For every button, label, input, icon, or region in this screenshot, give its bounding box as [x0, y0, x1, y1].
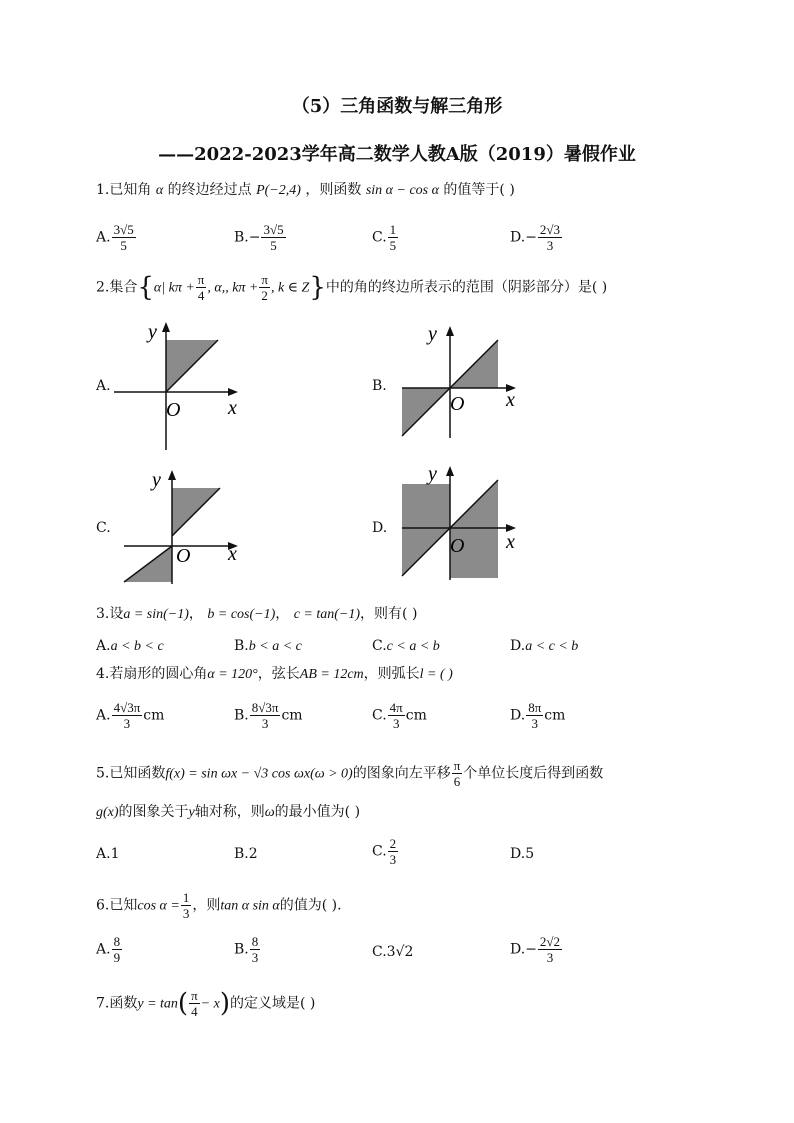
svg-text:O: O — [450, 535, 465, 557]
q3-option-c: C.c < a < b — [372, 638, 440, 654]
svg-text:x: x — [506, 389, 515, 411]
q2-graph-b — [398, 322, 528, 442]
q6-option-b: B. $\frac{8}{3}$ — [234, 934, 259, 965]
svg-text:y: y — [428, 463, 437, 485]
q2-graph-a — [110, 318, 250, 454]
svg-text:x: x — [506, 531, 515, 553]
q5-option-b: B.2 — [234, 846, 258, 862]
q3-option-b: B.b < a < c — [234, 638, 302, 654]
q4-option-b: B. $\frac{8√3\pi}{3}$ cm — [234, 700, 303, 731]
q2-option-c-label: C. — [96, 520, 111, 536]
q4-option-a: A. $\frac{4√3\pi}{3}$ cm — [96, 700, 165, 731]
q2-graph-d — [398, 462, 528, 584]
q5-option-d: D.5 — [510, 846, 535, 862]
svg-text:x: x — [228, 543, 237, 565]
question-6: 6.已知cos α = $\frac{1}{3}$ ，则tan α sin α的值为( ). — [96, 890, 342, 921]
q6-option-a: A. $\frac{8}{9}$ — [96, 934, 121, 965]
svg-text:y: y — [152, 469, 161, 491]
q1-option-b: B.− $\frac{3√5}{5}$ — [234, 222, 284, 253]
document-subtitle: ——2022-2023学年高二数学人教A版（2019）暑假作业 — [158, 144, 636, 165]
q2-option-b-label: B. — [372, 378, 387, 394]
question-1: 1.已知角 α 的终边经过点 P(−2,4) ，则函数 sin α − cos α 的值等于( ) — [96, 182, 515, 198]
q4-option-d: D. $\frac{8\pi}{3}$ cm — [510, 700, 566, 731]
question-3: 3.设a = sin(−1)， b = cos(−1)， c = tan(−1)，则有( ) — [96, 606, 418, 622]
q2-graph-c — [120, 466, 250, 586]
q3-option-a: A.a < b < c — [96, 638, 164, 654]
q6-option-d: D.− $\frac{2√2}{3}$ — [510, 934, 561, 965]
q1-option-a: A. $\frac{3√5}{5}$ — [96, 222, 134, 253]
document-title: （5）三角函数与解三角形 — [291, 96, 503, 117]
svg-text:y: y — [428, 323, 437, 345]
svg-text:O: O — [166, 399, 181, 421]
question-2: 2.集合{α| kπ + $\frac{\pi}{4}$ , α,, kπ + $\frac{\pi}{2}$ , k ∈ Z}中的角的终边所表示的范围（阴影部分）是( ) — [96, 272, 608, 303]
q4-option-c: C. $\frac{4\pi}{3}$ cm — [372, 700, 427, 731]
q1-option-c: C. $\frac{1}{5}$ — [372, 222, 397, 253]
svg-text:x: x — [228, 397, 237, 419]
q5-option-c: C. $\frac{2}{3}$ — [372, 836, 397, 867]
q3-option-d: D.a < c < b — [510, 638, 579, 654]
q6-option-c: C.3√2 — [372, 944, 414, 960]
svg-text:O: O — [450, 393, 465, 415]
q2-option-d-label: D. — [372, 520, 388, 536]
question-4: 4.若扇形的圆心角α = 120°，弦长AB = 12cm，则弧长l = ( ) — [96, 666, 453, 682]
question-5-line-2: g(x)的图象关于y轴对称，则ω的最小值为( ) — [96, 804, 361, 820]
q5-option-a: A.1 — [96, 846, 120, 862]
q1-option-d: D.− $\frac{2√3}{3}$ — [510, 222, 561, 253]
question-7: 7.函数y = tan( $\frac{\pi}{4}$ − x)的定义域是( ) — [96, 988, 316, 1019]
q2-option-a-label: A. — [96, 378, 111, 394]
svg-text:O: O — [176, 545, 191, 567]
svg-text:y: y — [148, 321, 157, 343]
question-5: 5.已知函数f(x) = sin ωx − √3 cos ωx(ω > 0)的图象向左平移 $\frac{\pi}{6}$ 个单位长度后得到函数 — [96, 758, 604, 789]
